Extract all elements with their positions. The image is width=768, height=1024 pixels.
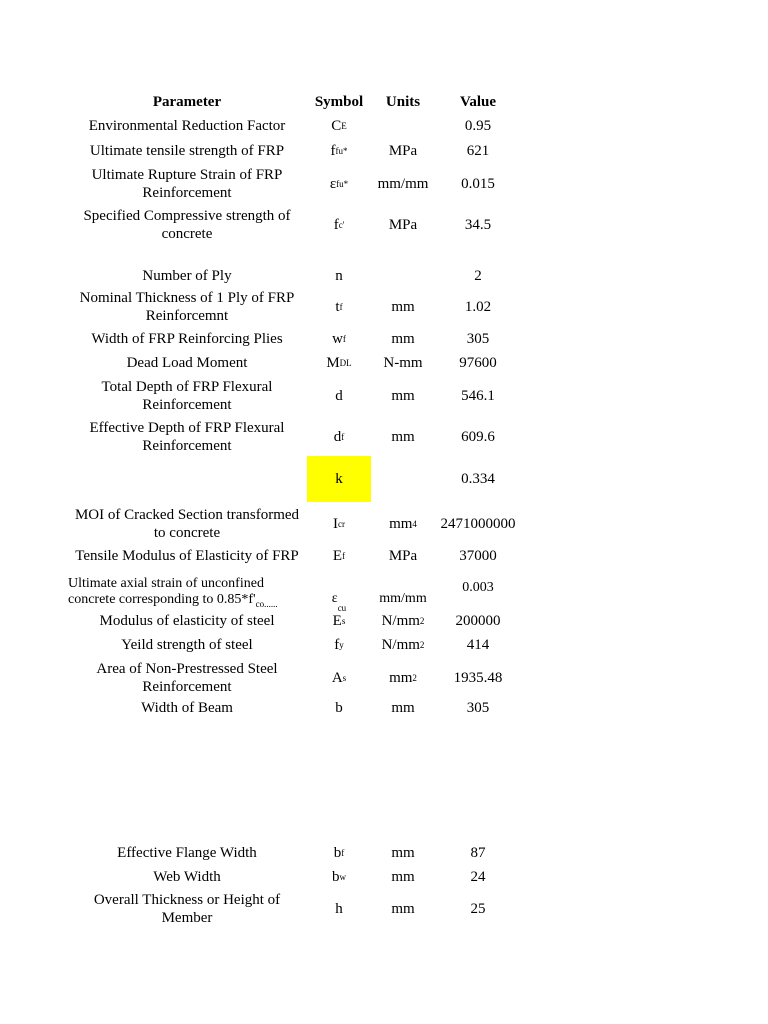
symbol-cell: f fu * bbox=[330, 142, 348, 159]
table-row bbox=[0, 265, 768, 286]
symbol-cell: n bbox=[335, 267, 343, 284]
table-row bbox=[0, 115, 768, 136]
value-cell: 414 bbox=[466, 636, 490, 653]
unit-cell: N/mm 2 bbox=[381, 636, 425, 653]
unit-cell: mm bbox=[391, 844, 415, 861]
symbol-cell: E s bbox=[332, 612, 346, 629]
table-row bbox=[0, 634, 768, 655]
table-row bbox=[0, 206, 768, 244]
symbol-cell: t f bbox=[335, 299, 343, 315]
unit-cell: mm bbox=[391, 699, 415, 716]
value-cell: 200000 bbox=[455, 612, 501, 629]
parameter-cell: Ultimate axial strain of unconfined concrete corresponding to $0.85*f'_{co......}$ bbox=[68, 576, 278, 609]
table-row bbox=[0, 418, 768, 456]
symbol-cell: b f bbox=[333, 844, 345, 861]
unit-cell: mm bbox=[391, 868, 415, 885]
table-header bbox=[0, 92, 768, 112]
table-row bbox=[0, 165, 768, 203]
table-row bbox=[0, 575, 768, 613]
value-cell: 24 bbox=[470, 868, 486, 885]
symbol-cell: I cr bbox=[333, 516, 345, 532]
value-cell: 305 bbox=[466, 699, 490, 716]
parameter-cell: Tensile Modulus of Elasticity of FRP bbox=[75, 547, 299, 564]
parameter-cell: Web Width bbox=[153, 868, 221, 885]
value-cell: 25 bbox=[470, 901, 486, 917]
value-cell: 546.1 bbox=[461, 388, 495, 404]
value-cell: 0.015 bbox=[461, 176, 495, 192]
value-cell: 2471000000 bbox=[440, 516, 516, 532]
value-cell: 1935.48 bbox=[453, 670, 503, 686]
unit-cell: mm bbox=[391, 299, 415, 315]
parameter-cell: Yeild strength of steel bbox=[121, 636, 253, 653]
parameter-cell: Ultimate Rupture Strain of FRP Reinforcement bbox=[91, 167, 283, 201]
header-units: Units bbox=[385, 94, 421, 110]
unit-cell: mm bbox=[391, 429, 415, 445]
parameter-cell: Number of Ply bbox=[142, 267, 232, 284]
parameter-cell: MOI of Cracked Section transformed to concrete bbox=[74, 507, 300, 541]
value-cell: 1.02 bbox=[464, 299, 492, 315]
unit-cell: mm 2 bbox=[389, 670, 417, 686]
unit-cell bbox=[371, 115, 435, 136]
table-row bbox=[0, 890, 768, 928]
value-cell: 0.003 bbox=[462, 580, 494, 595]
value-cell: 609.6 bbox=[461, 429, 495, 445]
table-row bbox=[0, 659, 768, 697]
unit-cell: mm/mm bbox=[379, 591, 427, 606]
symbol-cell: f y bbox=[334, 636, 344, 653]
table-row bbox=[0, 352, 768, 373]
parameter-cell: Width of Beam bbox=[141, 699, 233, 716]
value-cell: 621 bbox=[466, 142, 490, 159]
unit-cell: N/mm 2 bbox=[381, 612, 425, 629]
parameter-cell: Area of Non-Prestressed Steel Reinforcement bbox=[96, 661, 278, 695]
unit-cell: MPa bbox=[388, 217, 418, 233]
symbol-cell: f c ' bbox=[333, 217, 345, 233]
unit-cell: mm 4 bbox=[389, 516, 417, 532]
table-row bbox=[0, 377, 768, 415]
value-cell: 34.5 bbox=[464, 217, 492, 233]
unit-cell: N-mm bbox=[383, 354, 423, 371]
symbol-cell-highlighted: k bbox=[307, 456, 371, 502]
symbol-cell: h bbox=[335, 901, 343, 917]
table-row bbox=[0, 866, 768, 887]
table-row bbox=[0, 505, 768, 543]
symbol-cell: C E bbox=[331, 117, 347, 134]
parameter-cell: Total Depth of FRP Flexural Reinforcement bbox=[101, 379, 273, 413]
unit-cell: mm bbox=[391, 388, 415, 404]
table-row bbox=[0, 328, 768, 349]
table-row bbox=[0, 697, 768, 718]
unit-cell bbox=[371, 456, 435, 502]
unit-cell: MPa bbox=[388, 547, 418, 564]
symbol-cell: M DL bbox=[326, 354, 352, 371]
table-row bbox=[0, 610, 768, 631]
unit-cell bbox=[371, 265, 435, 286]
parameter-cell bbox=[68, 456, 306, 502]
parameter-cell: Overall Thickness or Height of Member bbox=[93, 892, 281, 926]
parameter-cell: Effective Depth of FRP Flexural Reinforcement bbox=[89, 420, 285, 454]
parameter-cell: Modulus of elasticity of steel bbox=[99, 612, 275, 629]
symbol-cell: A s bbox=[331, 670, 347, 686]
parameter-cell: Nominal Thickness of 1 Ply of FRP Reinforcemnt bbox=[79, 290, 295, 324]
table-row bbox=[0, 545, 768, 566]
value-cell: 2 bbox=[474, 267, 482, 284]
header-value: Value bbox=[459, 94, 497, 110]
table-row bbox=[0, 456, 768, 502]
value-cell: 305 bbox=[466, 330, 490, 347]
symbol-cell: d f bbox=[333, 429, 345, 445]
symbol-cell: E f bbox=[332, 547, 346, 564]
symbol-cell: b w bbox=[332, 868, 346, 885]
value-cell: 0.334 bbox=[461, 471, 495, 487]
header-symbol: Symbol bbox=[314, 94, 364, 110]
parameter-cell: Ultimate tensile strength of FRP bbox=[89, 142, 285, 159]
symbol-cell: d bbox=[335, 388, 343, 404]
table-row bbox=[0, 288, 768, 326]
value-cell: 87 bbox=[470, 844, 486, 861]
parameter-cell: Environmental Reduction Factor bbox=[88, 117, 286, 134]
symbol-cell: b bbox=[335, 699, 343, 716]
value-cell: 0.95 bbox=[464, 117, 492, 134]
parameter-cell: Width of FRP Reinforcing Plies bbox=[91, 330, 283, 347]
table-row bbox=[0, 842, 768, 863]
value-cell: 37000 bbox=[459, 547, 497, 564]
parameter-cell: Dead Load Moment bbox=[126, 354, 248, 371]
unit-cell: mm bbox=[391, 330, 415, 347]
symbol-cell: w f bbox=[332, 330, 346, 347]
symbol-cell: ε cu bbox=[331, 591, 347, 613]
unit-cell: MPa bbox=[388, 142, 418, 159]
unit-cell: mm bbox=[391, 901, 415, 917]
value-cell: 97600 bbox=[459, 354, 497, 371]
table-row bbox=[0, 140, 768, 161]
parameter-cell: Effective Flange Width bbox=[117, 844, 257, 861]
symbol-cell: ε fu * bbox=[329, 176, 349, 192]
parameter-cell: Specified Compressive strength of concrete bbox=[83, 208, 291, 242]
unit-cell: mm/mm bbox=[377, 176, 429, 192]
header-parameter: Parameter bbox=[152, 94, 222, 110]
